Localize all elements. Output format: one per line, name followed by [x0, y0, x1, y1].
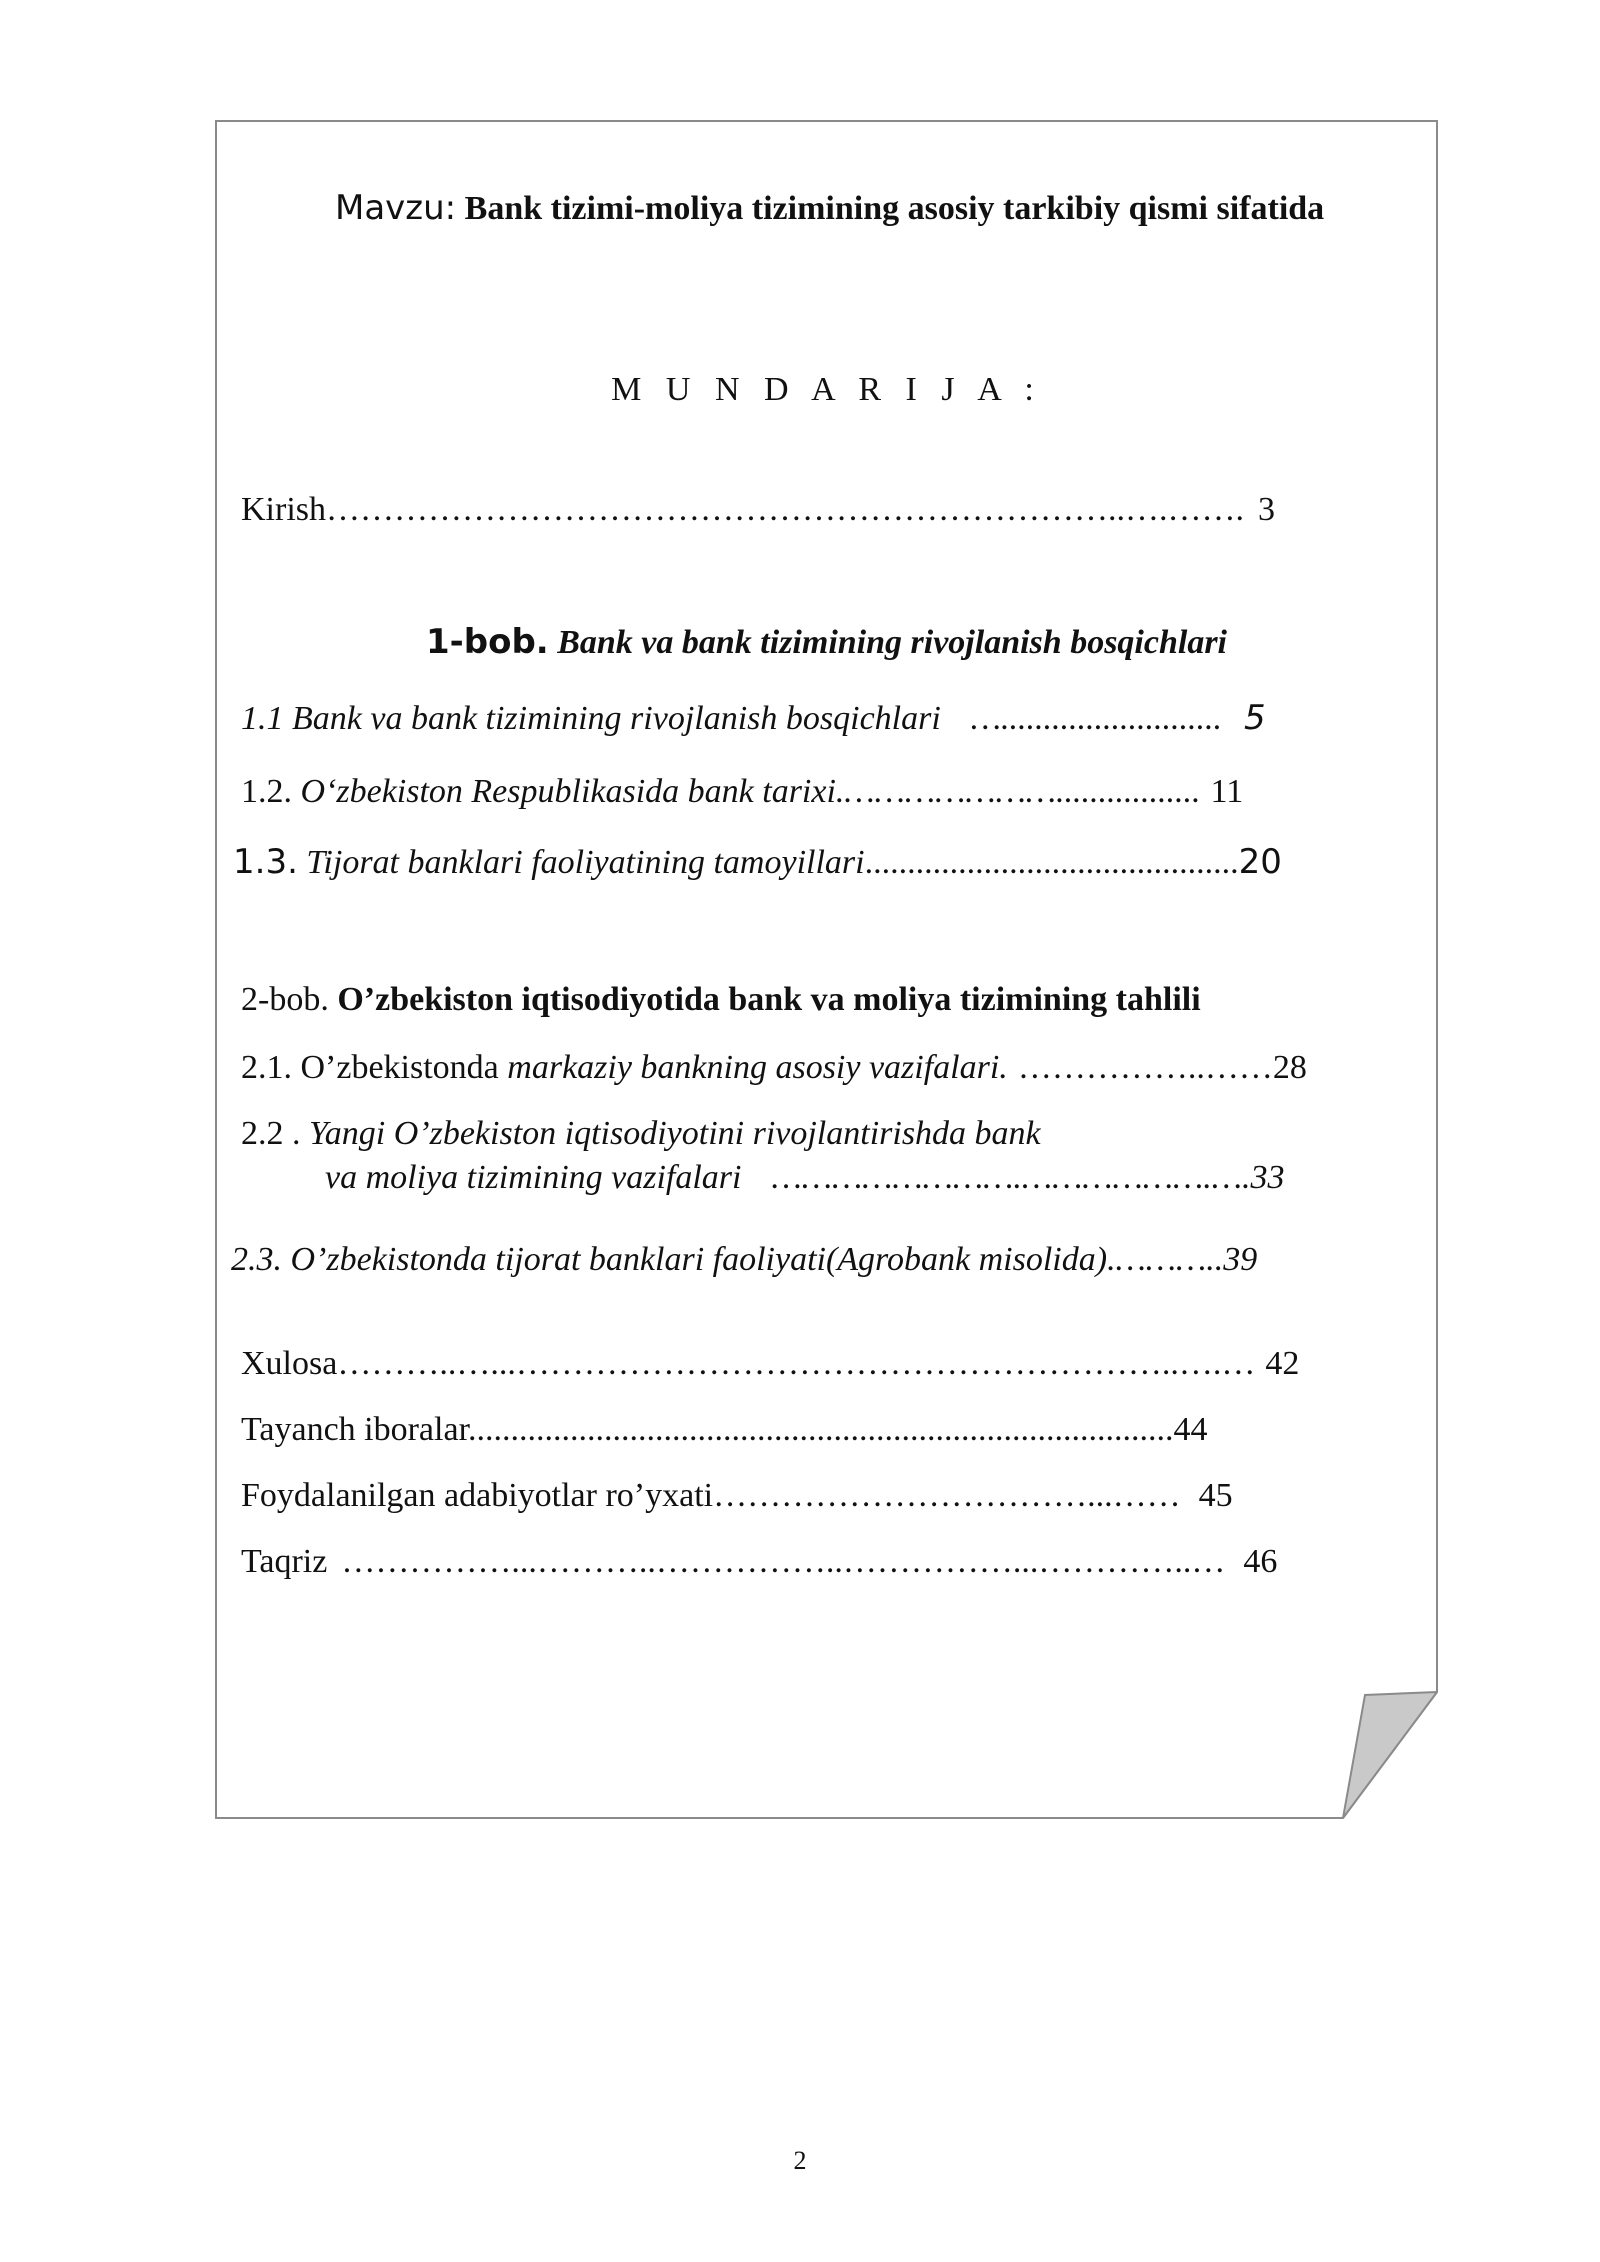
chapter-2-prefix: 2-bob. [241, 981, 329, 1018]
toc-entry-adabiyotlar [241, 1476, 1233, 1516]
toc-entry-label: markaziy bankning asosiy vazifalari. [507, 1049, 1008, 1086]
chapter-1-title: Bank va bank tizimining rivojlanish bosqichlari [557, 624, 1227, 661]
chapter-2-title: O’zbekiston iqtisodiyotida bank va moliya tizimining tahlili [337, 981, 1201, 1018]
toc-page-number: 45 [1198, 1477, 1233, 1514]
toc-page-number: 33 [1250, 1159, 1285, 1196]
toc-entry-1-2 [241, 772, 1243, 812]
toc-entry-1-1 [241, 698, 1266, 739]
toc-entry-label: O‘zbekiston Respublikasida bank tarixi [300, 773, 836, 810]
toc-leader: ……….. [1115, 1241, 1224, 1278]
toc-entry-2-2-continued [325, 1158, 1284, 1198]
toc-entry-label: Kirish [241, 491, 326, 528]
toc-entry-label: 1.1 Bank va bank tizimining rivojlanish bosqichlari [241, 700, 941, 737]
toc-leader: ………..…...…………………………………………………..….… [337, 1345, 1256, 1382]
toc-leader: ................................................................................... [468, 1411, 1174, 1448]
toc-leader: ……………...………..……………..……………...…………..… [341, 1543, 1226, 1580]
page-frame [215, 120, 1438, 1820]
toc-leader: ….......................... [970, 700, 1223, 737]
toc-entry-2-3 [231, 1240, 1257, 1280]
page-number: 2 [793, 2146, 807, 2175]
chapter-2-heading [241, 980, 1201, 1020]
toc-entry-xulosa [241, 1344, 1299, 1384]
toc-leader: ……………………………………………………………..….……. [326, 491, 1244, 528]
toc-entry-1-3 [233, 842, 1282, 883]
toc-entry-taqriz [241, 1542, 1277, 1582]
toc-page-number: 11 [1210, 773, 1244, 810]
title-prefix: Mavzu: [335, 188, 457, 228]
toc-page-number: 20 [1238, 842, 1282, 882]
document-title [335, 188, 1324, 229]
toc-page-number: 42 [1265, 1345, 1300, 1382]
toc-leader: …………………….……………….…. [771, 1159, 1251, 1196]
chapter-1-prefix: 1-bob. [426, 622, 549, 662]
toc-entry-number: 1.3. [233, 842, 298, 882]
toc-entry-number: 2.2 . [241, 1115, 301, 1152]
toc-leader: ............................................ [864, 844, 1239, 881]
toc-entry-number: 2.1. O’zbekistonda [241, 1049, 499, 1086]
toc-entry-label: 2.3. O’zbekistonda tijorat banklari faoliyati(Agrobank misolida). [231, 1241, 1116, 1278]
toc-entry-label: Foydalanilgan adabiyotlar ro’yxati [241, 1477, 714, 1514]
toc-entry-label: Yangi O’zbekiston iqtisodiyotini rivojlantirishda bank [309, 1115, 1041, 1152]
title-text: Bank tizimi-moliya tizimining asosiy tarkibiy qismi sifatida [464, 190, 1325, 227]
toc-heading: M U N D A R I J A : [611, 371, 1042, 408]
toc-leader: ……………………………...…… [713, 1477, 1181, 1514]
toc-entry-2-1 [241, 1048, 1307, 1088]
toc-entry-label: Taqriz [241, 1543, 328, 1580]
toc-leader: .…………………................. [835, 773, 1201, 810]
toc-page-number: 28 [1272, 1049, 1307, 1086]
toc-entry-label: Tayanch iboralar [241, 1411, 469, 1448]
toc-entry-label: Xulosa [241, 1345, 338, 1382]
toc-page-number: 46 [1243, 1543, 1278, 1580]
toc-page-number: 44 [1173, 1411, 1208, 1448]
toc-page-number: 3 [1258, 491, 1275, 528]
toc-page-number: 5 [1244, 698, 1266, 738]
toc-entry-label: Tijorat banklari faoliyatining tamoyillari [306, 844, 865, 881]
toc-entry-label-continued: va moliya tizimining vazifalari [325, 1159, 742, 1196]
toc-entry-number: 1.2. [241, 773, 292, 810]
chapter-1-heading [215, 622, 1438, 663]
toc-leader: ……………..…… [1017, 1049, 1273, 1086]
toc-entry-tayanch [241, 1410, 1208, 1450]
toc-page-number: 39 [1223, 1241, 1258, 1278]
toc-entry-2-2 [241, 1114, 1041, 1154]
toc-entry-intro [241, 490, 1275, 530]
